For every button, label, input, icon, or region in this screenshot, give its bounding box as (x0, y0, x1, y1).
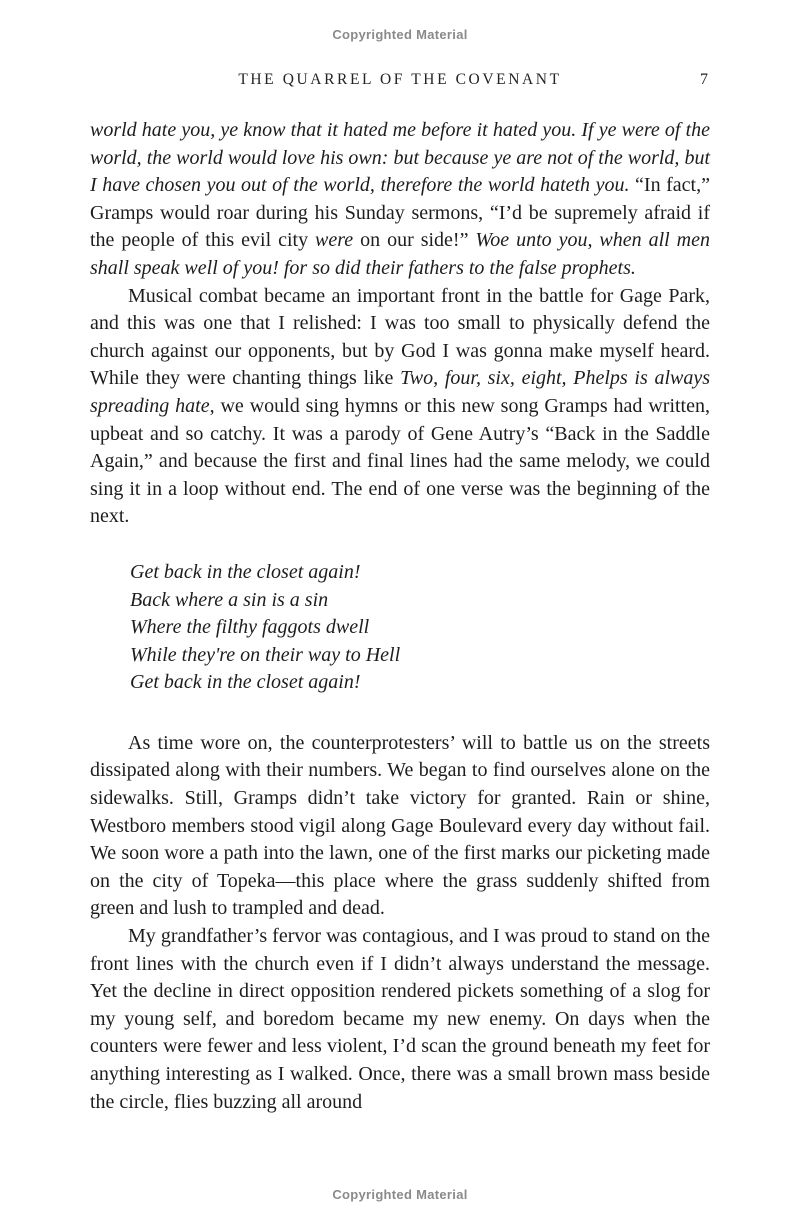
text-segment: , we would sing hymns or this new song Gramps had written, upbeat and so catchy. It was a parody of Gene Autry’s “Back in the Saddle Again,” and because the first and final lines had the same melody, we could sing it in a loop without end. The end of one verse was the beginning of the next. (90, 394, 710, 528)
copyright-watermark-bottom: Copyrighted Material (332, 1187, 468, 1202)
paragraph-musical-combat (90, 283, 710, 531)
running-header (90, 71, 710, 90)
copyright-watermark-top: Copyrighted Material (332, 27, 468, 42)
page-body (90, 117, 710, 1116)
running-header-title: THE QUARREL OF THE COVENANT (238, 71, 562, 88)
verse-line: Get back in the closet again! (130, 671, 361, 694)
verse-line: Where the filthy faggots dwell (130, 616, 370, 639)
verse-line: Get back in the closet again! (130, 560, 361, 583)
text-segment: As time wore on, the counterprotesters’ will to battle us on the streets dissipated along with their numbers. We began to find ourselves alone on the sidewalks. Still, Gramps didn’t take victory for granted. Rain or shine, Westboro members stood vigil along Gage Boulevard every day without fail. We soon wore a path into the lawn, one of the first marks our picketing made on the city of Topeka—this place where the grass suddenly shifted from green and lush to trampled and dead. (90, 731, 710, 920)
text-segment: were (315, 229, 354, 252)
verse-line: Back where a sin is a sin (130, 588, 329, 611)
paragraph-grandfathers-fervor (90, 923, 710, 1116)
text-segment: Woe unto you, when all men shall speak well of you! for so did their fathers to the false prophets. (90, 229, 710, 279)
text-segment: world hate you, ye know that it hated me before it hated you. If ye were of the world, the world would love his own: but because ye are not of the world, but I have chosen you out of the world, therefore the world hateth you. (90, 119, 710, 197)
verse-line: While they're on their way to Hell (130, 643, 401, 666)
hymn-verse (130, 559, 710, 697)
text-segment: “In fact,” Gramps would roar during his Sunday sermons, “I’d be supremely afraid if the people of this evil city (90, 174, 710, 252)
page-number: 7 (700, 71, 708, 88)
paragraph-scripture-continuation (90, 117, 710, 283)
text-segment: Musical combat became an important front in the battle for Gage Park, and this was one that I relished: I was too small to physically defend the church against our opponents, but by God I was gonna make myself heard. While they were chanting things like (90, 284, 710, 390)
text-segment: Two, four, six, eight, Phelps is always spreading hate (90, 367, 710, 417)
text-segment: My grandfather’s fervor was contagious, and I was proud to stand on the front lines with the church even if I didn’t always understand the message. Yet the decline in direct opposition rendered pickets something of a slog for my young self, and boredom became my new enemy. On days when the counters were fewer and less violent, I’d scan the ground beneath my feet for anything interesting as I walked. Once, there was a small brown mass beside the circle, flies buzzing all around (90, 925, 710, 1113)
paragraph-as-time-wore-on (90, 730, 710, 923)
text-segment: on our side!” (353, 229, 476, 252)
